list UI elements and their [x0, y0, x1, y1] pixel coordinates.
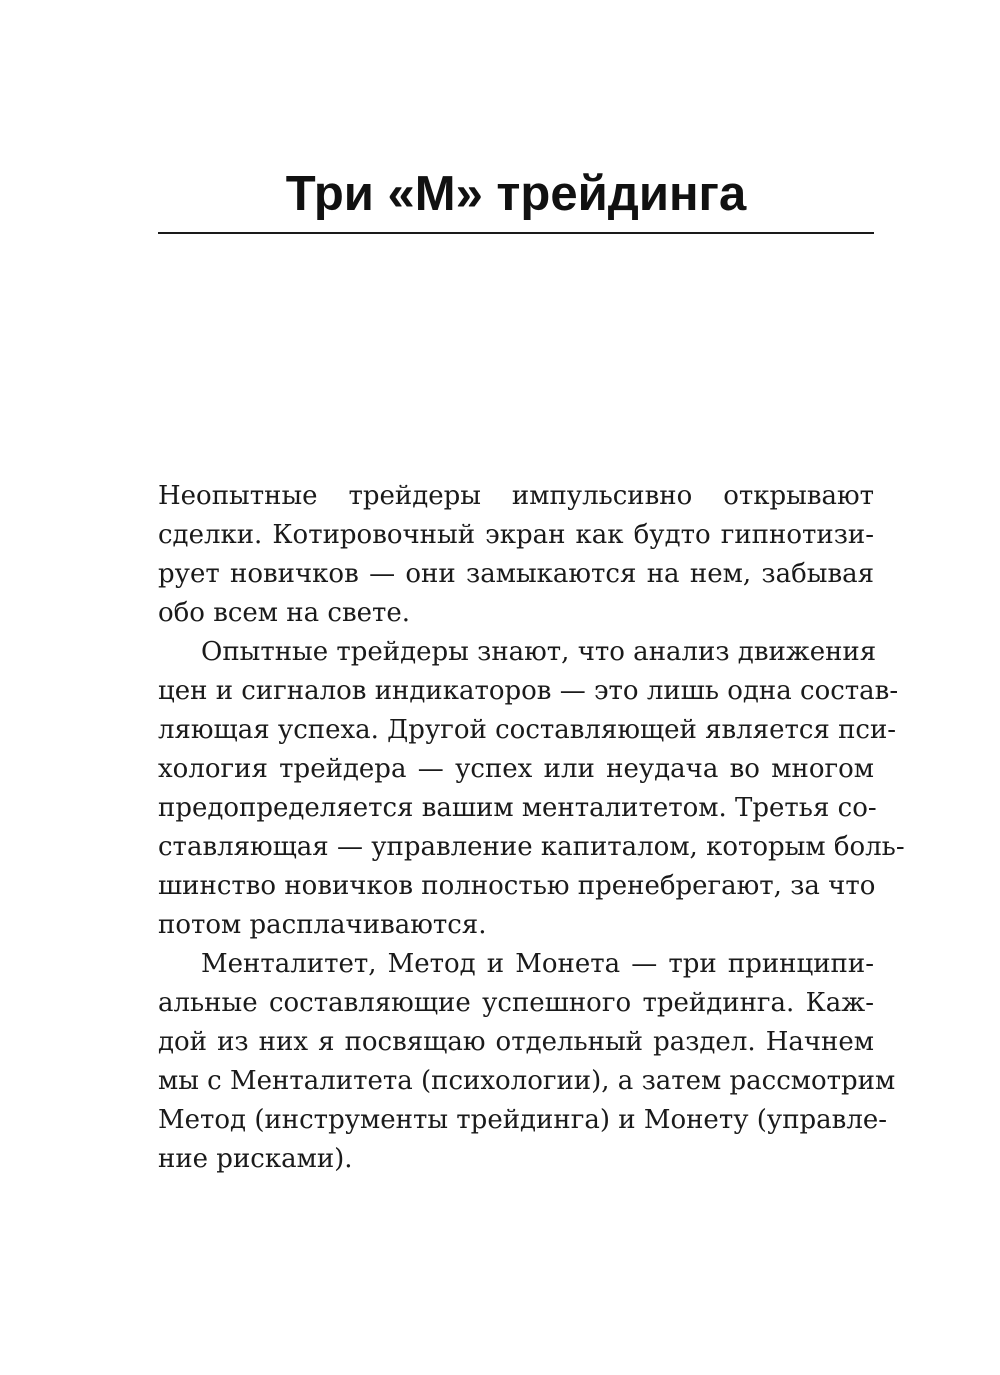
- text-line: цен и сигналов индикаторов — это лишь одна состав-: [158, 676, 899, 706]
- paragraph-2: [158, 633, 905, 945]
- chapter-body: [158, 477, 905, 1179]
- paragraph-1: [158, 477, 874, 633]
- text-line: сделки. Котировочный экран как будто гипнотизи-: [158, 520, 874, 550]
- text-line: Метод (инструменты трейдинга) и Монету (управле-: [158, 1105, 888, 1135]
- chapter-title: Три «М» трейдинга: [285, 167, 747, 221]
- text-line: Опытные трейдеры знают, что анализ движения: [201, 637, 877, 667]
- text-line: ние рисками).: [158, 1144, 353, 1174]
- text-line: потом расплачиваются.: [158, 910, 487, 940]
- text-line: хология трейдера — успех или неудача во многом: [158, 754, 874, 784]
- paragraph-3: [158, 945, 896, 1179]
- text-line: обо всем на свете.: [158, 598, 411, 628]
- text-line: ставляющая — управление капиталом, которым боль-: [158, 832, 905, 862]
- text-line: мы с Менталитета (психологии), а затем рассмотрим: [158, 1066, 896, 1096]
- text-line: альные составляющие успешного трейдинга. Каж-: [158, 988, 874, 1018]
- text-line: ляющая успеха. Другой составляющей является пси-: [158, 715, 897, 745]
- text-line: Неопытные трейдеры импульсивно открывают: [158, 481, 874, 511]
- text-line: дой из них я посвящаю отдельный раздел. Начнем: [158, 1027, 874, 1057]
- text-line: шинство новичков полностью пренебрегают, за что: [158, 871, 876, 901]
- text-line: Менталитет, Метод и Монета — три принципи-: [201, 949, 874, 979]
- text-line: рует новичков — они замыкаются на нем, забывая: [158, 559, 874, 589]
- title-underline: [158, 232, 874, 234]
- text-line: предопределяется вашим менталитетом. Третья со-: [158, 793, 877, 823]
